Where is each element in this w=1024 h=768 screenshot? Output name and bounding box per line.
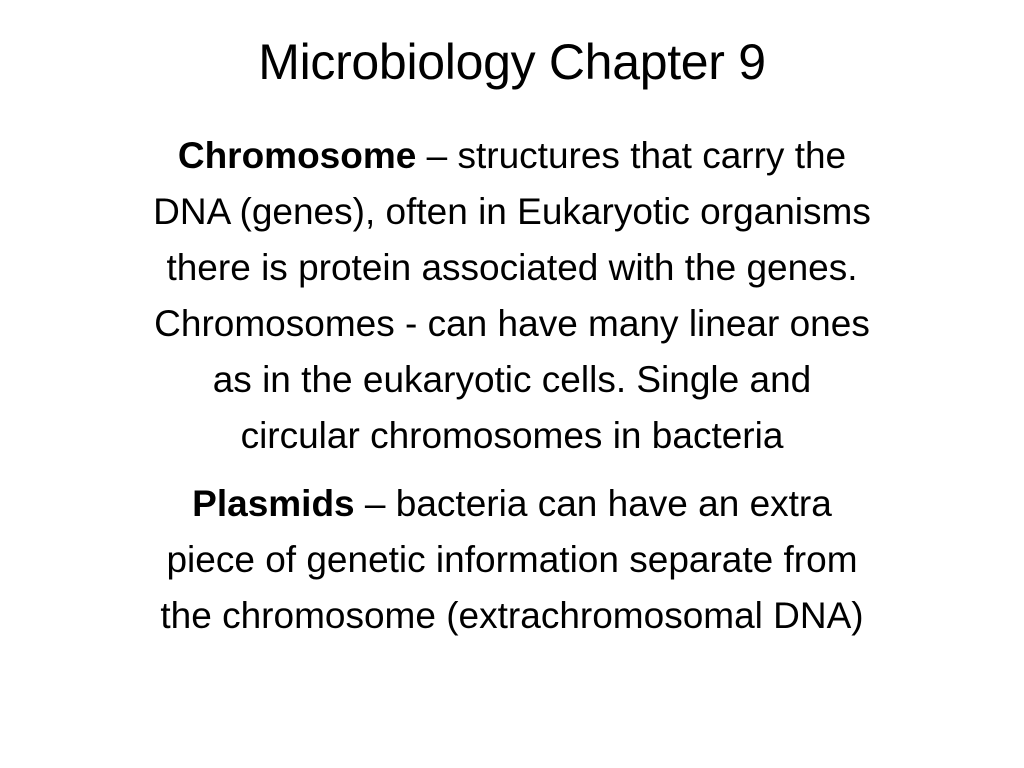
definition-text: – structures that carry the — [416, 135, 847, 176]
definition-text: – bacteria can have an extra — [354, 483, 832, 524]
paragraph-line: there is protein associated with the genes. — [166, 247, 858, 288]
paragraph-chromosome — [40, 128, 984, 464]
slide-title: Microbiology Chapter 9 — [258, 34, 766, 90]
paragraph-line: circular chromosomes in bacteria — [240, 415, 784, 456]
slide-body — [40, 128, 984, 656]
paragraph-plasmids — [40, 476, 984, 644]
paragraph-line: the chromosome (extrachromosomal DNA) — [160, 595, 864, 636]
paragraph-line — [40, 128, 984, 184]
paragraph-line — [40, 476, 984, 532]
term-chromosome: Chromosome — [177, 135, 417, 176]
paragraph-line: DNA (genes), often in Eukaryotic organisms — [153, 191, 871, 232]
term-plasmids: Plasmids — [192, 483, 355, 524]
paragraph-line: as in the eukaryotic cells. Single and — [212, 359, 812, 400]
paragraph-line: Chromosomes - can have many linear ones — [154, 303, 870, 344]
paragraph-line: piece of genetic information separate from — [166, 539, 858, 580]
